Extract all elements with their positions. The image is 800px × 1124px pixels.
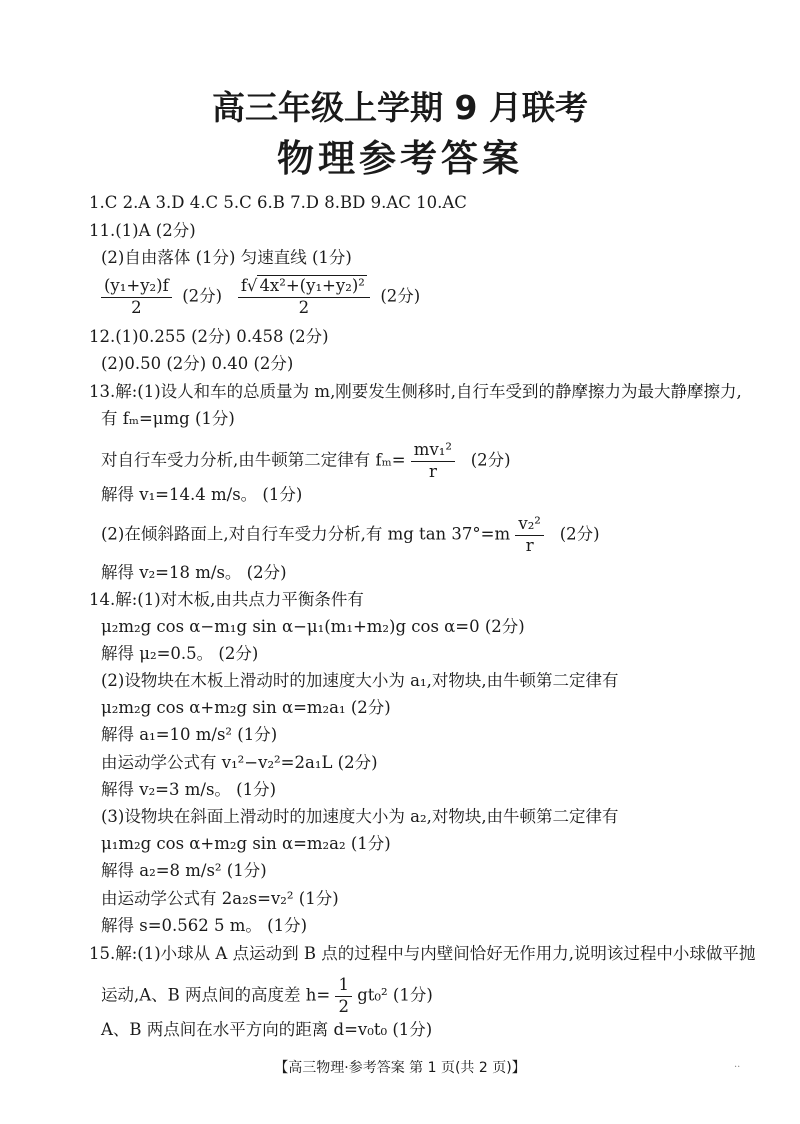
denominator: 2 xyxy=(131,298,142,317)
q15-line2 xyxy=(101,975,433,1017)
q13-line2: 有 fₘ=μmg (1分) xyxy=(101,409,235,428)
q14-line9: (3)设物块在斜面上滑动时的加速度大小为 a₂,对物块,由牛顿第二定律有 xyxy=(101,807,619,826)
q14-line6: 解得 a₁=10 m/s² (1分) xyxy=(101,725,278,744)
choice-answers: 1.C 2.A 3.D 4.C 5.C 6.B 7.D 8.BD 9.AC 10.AC xyxy=(89,193,467,212)
q14-line3: 解得 μ₂=0.5。 (2分) xyxy=(101,644,259,663)
variable: f xyxy=(240,276,247,295)
q14-line1: 14.解:(1)对木板,由共点力平衡条件有 xyxy=(89,590,364,609)
text: gt₀² (1分) xyxy=(357,985,433,1005)
answer-key-title: 物理参考答案 xyxy=(277,137,523,180)
score: (2分) xyxy=(182,286,223,306)
text: 运动,A、B 两点间的高度差 h= xyxy=(101,985,331,1005)
q12-part2: (2)0.50 (2分) 0.40 (2分) xyxy=(101,354,294,373)
q14-line11: 解得 a₂=8 m/s² (1分) xyxy=(101,861,267,880)
q14-line8: 解得 v₂=3 m/s。 (1分) xyxy=(101,780,277,799)
numerator: mv₁² xyxy=(411,440,455,462)
numerator: 1 xyxy=(335,975,352,997)
q12-part1: 12.(1)0.255 (2分) 0.458 (2分) xyxy=(89,327,329,346)
score: (2分) xyxy=(559,524,600,544)
q14-line5: μ₂m₂g cos α+m₂g sin α=m₂a₁ (2分) xyxy=(101,698,391,717)
numerator: v₂² xyxy=(515,514,544,536)
score: (2分) xyxy=(470,450,511,470)
denominator: r xyxy=(525,536,534,555)
q14-line4: (2)设物块在木板上滑动时的加速度大小为 a₁,对物块,由牛顿第二定律有 xyxy=(101,671,619,690)
exam-title: 高三年级上学期 9 月联考 xyxy=(212,88,588,127)
denominator: 2 xyxy=(298,298,310,317)
q14-line10: μ₁m₂g cos α+m₂g sin α=m₂a₂ (1分) xyxy=(101,834,391,853)
fraction xyxy=(411,440,455,482)
q13-line6: 解得 v₂=18 m/s。 (2分) xyxy=(101,563,287,582)
text: (2)在倾斜路面上,对自行车受力分析,有 mg tan 37°=m xyxy=(101,524,511,544)
q14-line2: μ₂m₂g cos α−m₁g sin α−μ₁(m₁+m₂)g cos α=0 (2分) xyxy=(101,617,525,636)
corner-mark: ·· xyxy=(734,1062,741,1073)
q13-line1: 13.解:(1)设人和车的总质量为 m,刚要发生侧移时,自行车受到的静摩擦力为最大静摩擦力, xyxy=(89,382,742,401)
fraction xyxy=(101,276,172,318)
q14-line13: 解得 s=0.562 5 m。 (1分) xyxy=(101,916,308,935)
q14-line7: 由运动学公式有 v₁²−v₂²=2a₁L (2分) xyxy=(101,753,378,772)
score: (2分) xyxy=(380,286,421,306)
text: 对自行车受力分析,由牛顿第二定律有 fₘ= xyxy=(101,450,406,470)
fraction xyxy=(515,514,544,556)
numerator: f√ 4x²+(y₁+y₂)² xyxy=(238,276,370,298)
q13-line3 xyxy=(101,440,511,482)
q15-line3: A、B 两点间在水平方向的距离 d=v₀t₀ (1分) xyxy=(101,1020,433,1039)
q11-part2: (2)自由落体 (1分) 匀速直线 (1分) xyxy=(101,248,352,267)
q15-line1: 15.解:(1)小球从 A 点运动到 B 点的过程中与内壁间恰好无作用力,说明该过程中小球做平抛 xyxy=(89,944,756,963)
denominator: 2 xyxy=(338,997,349,1016)
page-footer: 【高三物理·参考答案 第 1 页(共 2 页)】 xyxy=(274,1060,526,1076)
fraction xyxy=(238,276,370,318)
denominator: r xyxy=(428,462,437,481)
numerator: (y₁+y₂)f xyxy=(101,276,172,298)
q13-line4: 解得 v₁=14.4 m/s。 (1分) xyxy=(101,485,303,504)
q14-line12: 由运动学公式有 2a₂s=v₂² (1分) xyxy=(101,889,339,908)
fraction xyxy=(335,975,352,1017)
q11-part3-formulas xyxy=(101,276,420,318)
q13-line5 xyxy=(101,514,600,556)
q11-part1: 11.(1)A (2分) xyxy=(89,221,196,240)
radicand: 4x²+(y₁+y₂)² xyxy=(259,276,365,295)
